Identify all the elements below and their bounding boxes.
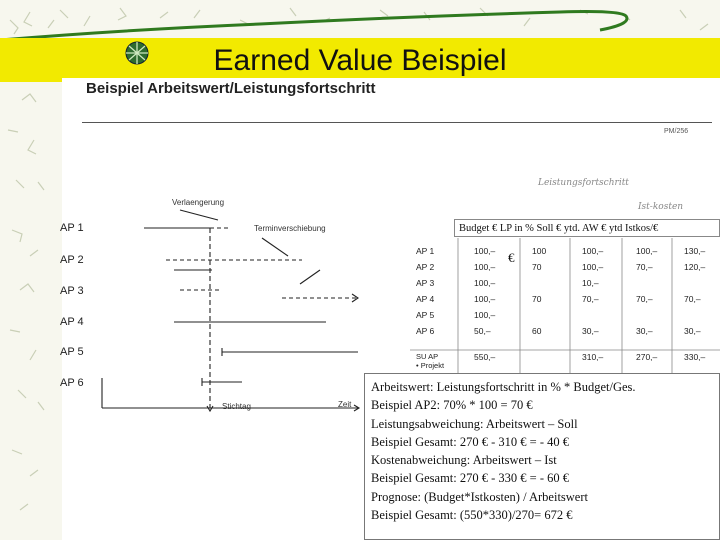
table-row: AP 6 50,– 60 30,– 30,– 30,– xyxy=(416,326,701,336)
note-line: Kostenabweichung: Arbeitswert – Ist xyxy=(371,453,557,468)
table-row: AP 2 100,– 70 100,– 70,– 120,– xyxy=(416,262,706,272)
gantt-row-label: AP 2 xyxy=(60,254,84,266)
table-row: AP 5 100,– xyxy=(416,310,496,320)
note-line: Beispiel AP2: 70% * 100 = 70 € xyxy=(371,398,533,413)
note-line: Prognose: (Budget*Istkosten) / Arbeitswert xyxy=(371,489,588,504)
table-row: AP 3 100,– 10,– xyxy=(416,278,599,288)
scan-heading: Beispiel Arbeitswert/Leistungsfortschritt xyxy=(86,80,376,97)
time-label: Zeit xyxy=(338,400,352,409)
slide-title: Earned Value Beispiel xyxy=(213,44,507,77)
table-row: AP 1 100,– 100 100,– 100,– 130,– xyxy=(416,246,706,256)
extension-label: Verlaengerung xyxy=(172,198,225,207)
note-line: Arbeitswert: Leistungsfortschritt in % * Budget/Ges. xyxy=(371,380,636,394)
cutoff-label: Stichtag xyxy=(222,402,251,411)
note-line: Beispiel Gesamt: (550*330)/270= 672 € xyxy=(371,508,573,523)
gantt-row-label: AP 1 xyxy=(60,222,84,234)
handwritten-note: Ist-kosten xyxy=(638,202,684,212)
table-row-total: SU AP • Projekt 550,– 310,– 270,– 330,– xyxy=(416,352,706,370)
gantt-row-label: AP 5 xyxy=(60,346,84,358)
explanation-box xyxy=(364,373,720,540)
gantt-row-label: AP 3 xyxy=(60,285,84,297)
note-line: Leistungsabweichung: Arbeitswert – Soll xyxy=(371,416,578,431)
page-reference: PM/256 xyxy=(664,128,689,135)
table-row: AP 4 100,– 70 70,– 70,– 70,– xyxy=(416,294,701,304)
note-line: Beispiel Gesamt: 270 € - 310 € = - 40 € xyxy=(371,434,569,449)
shift-label: Terminverschiebung xyxy=(254,224,326,233)
gantt-row-label: AP 6 xyxy=(60,377,84,389)
gantt-row-label: AP 4 xyxy=(60,316,84,328)
handwritten-note: Leistungsfortschritt xyxy=(538,178,629,188)
note-line: Beispiel Gesamt: 270 € - 330 € = - 60 € xyxy=(371,471,569,486)
table-header-overlay: Budget € LP in % Soll € ytd. AW € ytd Istkos/€ xyxy=(454,219,720,237)
euro-sign: € xyxy=(508,250,515,265)
gantt-chart xyxy=(62,78,422,423)
